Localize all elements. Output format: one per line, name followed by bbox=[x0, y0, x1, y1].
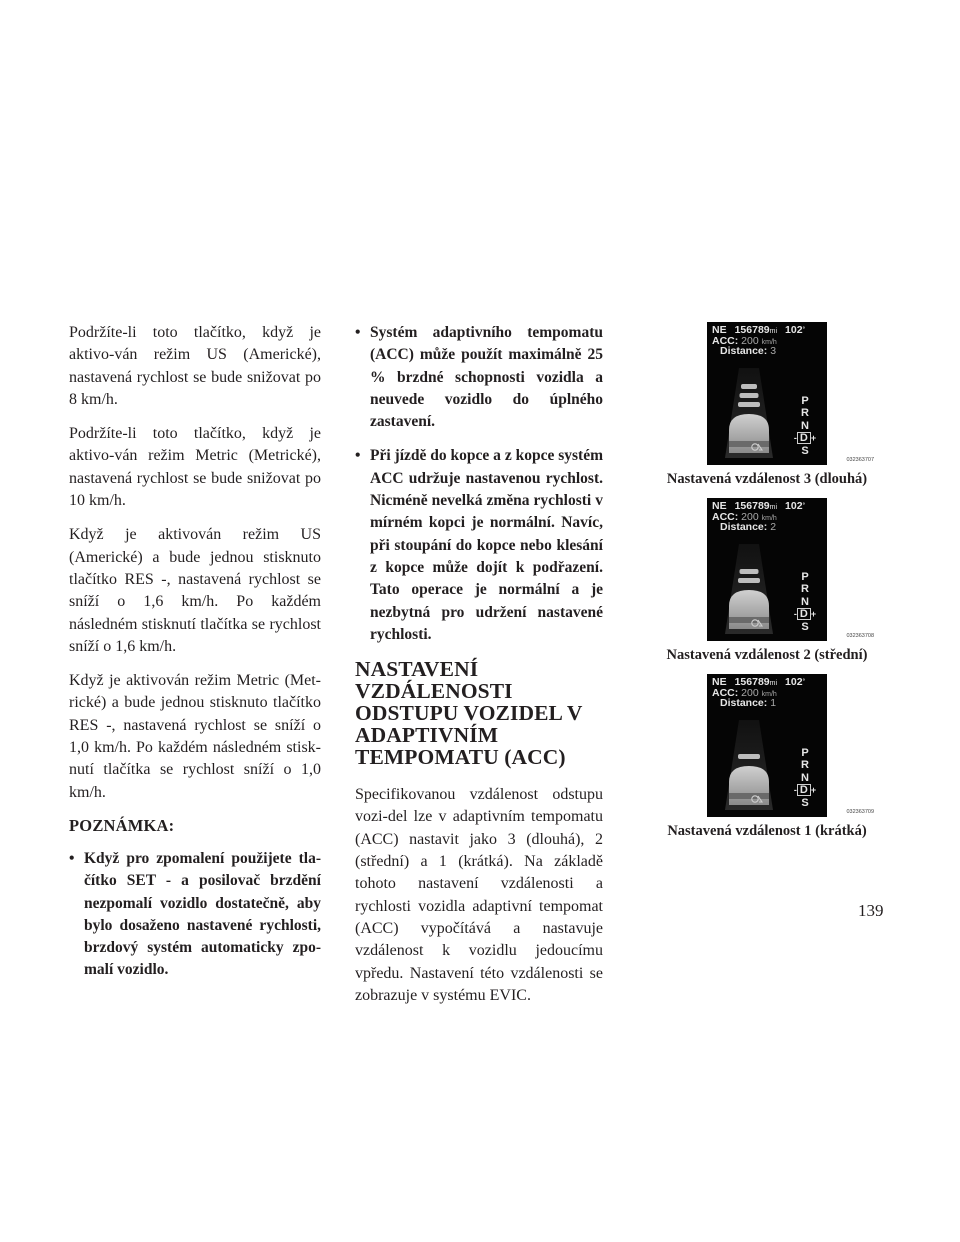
gear-indicator bbox=[790, 747, 820, 809]
temperature-value: 102 bbox=[785, 324, 803, 336]
gear-p: P bbox=[801, 747, 809, 759]
distance-bar bbox=[738, 578, 760, 583]
evic-display bbox=[707, 322, 827, 465]
gear-d: D bbox=[797, 784, 811, 796]
distance-bar bbox=[738, 754, 760, 759]
gear-r: R bbox=[801, 759, 809, 772]
distance-value: 2 bbox=[770, 521, 777, 533]
note-bullet-list bbox=[69, 848, 321, 982]
car-icon bbox=[729, 590, 769, 629]
figure-code: 032363708 bbox=[846, 633, 874, 639]
display-wrap bbox=[660, 674, 874, 817]
middle-column bbox=[355, 322, 603, 1007]
distance-row bbox=[720, 346, 776, 357]
display-wrap bbox=[660, 322, 874, 465]
gear-n: N bbox=[801, 771, 809, 784]
distance-row bbox=[720, 698, 776, 709]
figure-column bbox=[660, 322, 874, 850]
bullet-text: Když pro zpomalení použijete tla-čítko SET - a posilovač brzdění nezpomalí vozidlo dostatečně, aby bylo dosaženo nastavené rychlosti, brzdový systém automaticky zpo-malí vozidlo. bbox=[84, 849, 321, 979]
page-number: 139 bbox=[858, 901, 884, 920]
odometer-unit: mi bbox=[769, 328, 778, 335]
acc-unit: km/h bbox=[761, 515, 777, 522]
compass-heading: NE bbox=[712, 324, 727, 336]
acc-unit: km/h bbox=[761, 339, 777, 346]
evic-display bbox=[707, 498, 827, 641]
paragraph: Podržíte-li toto tlačítko, když je aktivo-ván režim Metric (Metrické), nastavená rychlost se bude snižovat po 10 km/h. bbox=[69, 425, 321, 510]
distance-label: Distance: bbox=[720, 345, 768, 357]
bullet-icon: • bbox=[355, 447, 361, 465]
paragraph: Podržíte-li toto tlačítko, když je aktivo-ván režim US (Americké), nastavená rychlost se bude snižovat po 8 km/h. bbox=[69, 324, 321, 408]
distance-label: Distance: bbox=[720, 521, 768, 533]
evic-display bbox=[707, 674, 827, 817]
figure bbox=[660, 322, 874, 488]
bullet-list bbox=[355, 322, 603, 646]
bullet-item bbox=[355, 445, 603, 646]
odometer-unit: mi bbox=[769, 504, 778, 511]
gear-indicator bbox=[790, 395, 820, 457]
bullet-text: Systém adaptivního tempomatu (ACC) může použít maximálně 25 % brzdné schopnosti vozidla a neuvede vozidlo do úplného zastavení. bbox=[370, 324, 603, 431]
gear-s: S bbox=[801, 796, 809, 809]
acc-speed: 200 bbox=[741, 335, 759, 347]
figure-caption: Nastavená vzdálenost 1 (krátká) bbox=[667, 823, 867, 839]
gear-plus: + bbox=[810, 785, 817, 796]
odometer-value: 156789 bbox=[734, 500, 770, 512]
gear-p: P bbox=[801, 571, 809, 583]
distance-bar bbox=[741, 384, 757, 389]
gear-s: S bbox=[801, 444, 809, 457]
car-icon bbox=[729, 766, 769, 805]
figure-caption: Nastavená vzdálenost 2 (střední) bbox=[666, 647, 868, 663]
distance-bar bbox=[740, 569, 759, 574]
distance-bar bbox=[740, 393, 759, 398]
gear-indicator bbox=[790, 571, 820, 633]
note-title: POZNÁMKA: bbox=[69, 815, 175, 835]
gear-s: S bbox=[801, 620, 809, 633]
gear-r: R bbox=[801, 583, 809, 596]
distance-bar bbox=[738, 402, 760, 407]
acc-label: ACC: bbox=[712, 511, 739, 523]
odometer-unit: mi bbox=[769, 680, 778, 687]
paragraph: Když je aktivován režim US (Americké) a bude jednou stisknuto tlačítko RES -, nastavená rychlost se sníží o 1,6 km/h. Po každém následném stisknutí tlačítka se rychlost sníží o 1,6 km/h. bbox=[69, 526, 321, 655]
bullet-icon: • bbox=[69, 849, 75, 867]
distance-bars bbox=[738, 384, 760, 407]
temperature-unit: ° bbox=[802, 327, 805, 333]
gear-d: D bbox=[797, 432, 811, 444]
temperature-unit: ° bbox=[802, 679, 805, 685]
paragraph: Když je aktivován režim Metric (Met-rické) a bude jednou stisknuto tlačítko RES -, nastavená rychlost se sníží o 1,0 km/h. Po každém následném stisk-nutí tlačítka se rychlost sníží o 1,0 km/h. bbox=[69, 672, 321, 801]
temperature-value: 102 bbox=[785, 676, 803, 688]
display-wrap bbox=[660, 498, 874, 641]
temperature-unit: ° bbox=[802, 503, 805, 509]
acc-label: ACC: bbox=[712, 687, 739, 699]
figure-caption: Nastavená vzdálenost 3 (dlouhá) bbox=[666, 471, 868, 487]
odometer-value: 156789 bbox=[734, 676, 770, 688]
gear-plus: + bbox=[810, 433, 817, 444]
gear-minus: - bbox=[793, 609, 797, 620]
figure-code: 032363707 bbox=[846, 457, 874, 463]
gear-r: R bbox=[801, 407, 809, 420]
gear-n: N bbox=[801, 595, 809, 608]
odometer-value: 156789 bbox=[734, 324, 770, 336]
gear-plus: + bbox=[810, 609, 817, 620]
gear-d: D bbox=[797, 608, 811, 620]
note-bullet-item bbox=[69, 848, 321, 982]
bullet-icon: • bbox=[355, 324, 361, 341]
distance-row bbox=[720, 522, 776, 533]
gear-minus: - bbox=[793, 433, 797, 444]
acc-label: ACC: bbox=[712, 335, 739, 347]
paragraph: Specifikovanou vzdálenost odstupu vozi-del lze v adaptivním tempomatu (ACC) nastavit jako 3 (dlouhá), 2 (střední) a 1 (krátká). Na základě tohoto nastavení vzdálenosti a rychlosti vozidla adaptivní tempomat (ACC) vypočítává a nastavuje vzdálenost k vozidlu jedoucímu vpředu. Nastavení této vzdálenosti se zobrazuje v systému EVIC. bbox=[355, 786, 603, 1004]
temperature-value: 102 bbox=[785, 500, 803, 512]
compass-heading: NE bbox=[712, 676, 727, 688]
bullet-item bbox=[355, 322, 603, 433]
gear-minus: - bbox=[793, 785, 797, 796]
acc-speed: 200 bbox=[741, 511, 759, 523]
bullet-text: Při jízdě do kopce a z kopce systém ACC udržuje nastavenou rychlost. Nicméně nevelká změna rychlosti v mírném kopci je normální. Navíc, při stoupání do kopce nebo klesání z kopce může dojít k podřazení. Tato operace je normální a je nezbytná pro udržení nastavené rychlosti. bbox=[370, 447, 603, 643]
gear-n: N bbox=[801, 419, 809, 432]
left-column bbox=[69, 322, 321, 994]
gear-p: P bbox=[801, 395, 809, 407]
distance-bars bbox=[738, 754, 760, 759]
distance-label: Distance: bbox=[720, 697, 768, 709]
figure bbox=[660, 674, 874, 840]
distance-value: 3 bbox=[770, 345, 777, 357]
figure-code: 032363709 bbox=[846, 809, 874, 815]
distance-value: 1 bbox=[770, 697, 777, 709]
acc-speed: 200 bbox=[741, 687, 759, 699]
compass-heading: NE bbox=[712, 500, 727, 512]
section-heading: NASTAVENÍ VZDÁLENOSTI ODSTUPU VOZIDEL V ADAPTIVNÍM TEMPOMATU (ACC) bbox=[355, 657, 583, 770]
figure bbox=[660, 498, 874, 664]
car-icon bbox=[729, 414, 769, 453]
acc-unit: km/h bbox=[761, 691, 777, 698]
